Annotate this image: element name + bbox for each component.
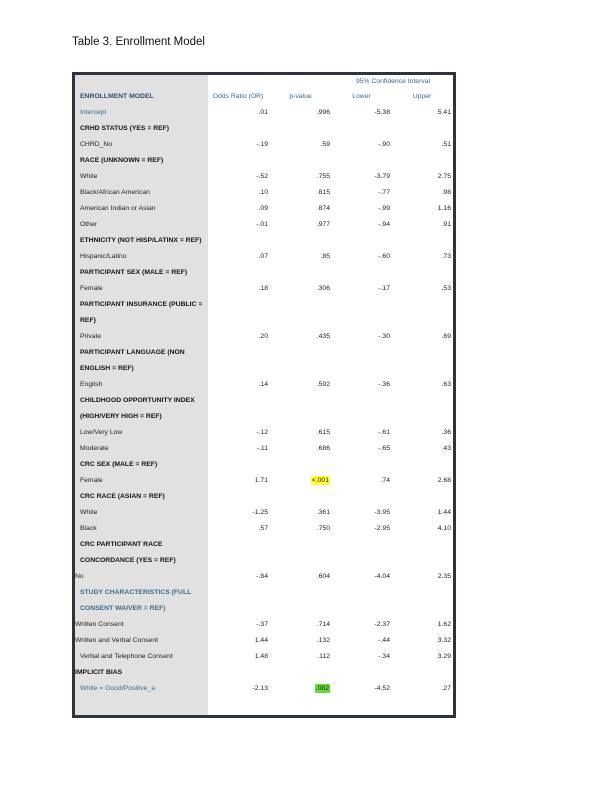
table-row	[75, 313, 453, 329]
ci-upper-cell-value: .36	[441, 429, 451, 436]
odds-ratio-cell-value: 1.44	[254, 637, 268, 644]
row-label: Female	[80, 285, 103, 292]
odds-ratio-cell-value: 1.71	[254, 477, 268, 484]
odds-ratio-cell-value: -.37	[256, 621, 268, 628]
row-label: Written and Verbal Consent	[75, 637, 158, 644]
category-label: CRC RACE (ASIAN = REF)	[80, 493, 165, 500]
odds-ratio-cell-value: -.11	[256, 445, 268, 452]
ci-upper-cell	[393, 505, 451, 521]
ci-upper-cell-value: 1.16	[437, 205, 451, 212]
table-row	[75, 649, 453, 665]
category-label: IMPLICIT BIAS	[75, 669, 123, 676]
table-row	[75, 201, 453, 217]
p-value-cell	[271, 201, 330, 217]
p-value-cell	[271, 681, 330, 697]
odds-ratio-cell-value: -.12	[256, 429, 268, 436]
ci-upper-cell	[393, 425, 451, 441]
odds-ratio-cell-value: -2.13	[252, 685, 268, 692]
ci-lower-cell	[333, 633, 390, 649]
odds-ratio-cell-value: -.01	[256, 221, 268, 228]
category-label: ENGLISH = REF)	[80, 365, 134, 372]
ci-upper-cell-value: .63	[441, 381, 451, 388]
p-value-cell-value: .604	[316, 573, 330, 580]
p-value-cell	[271, 169, 330, 185]
odds-ratio-cell	[208, 201, 268, 217]
ci-lower-cell	[333, 377, 390, 393]
p-value-header: p-value	[289, 93, 312, 100]
category-label: ETHNICITY (NOT HISP/LATINX = REF)	[80, 237, 202, 244]
ci-upper-cell-value: .27	[441, 685, 451, 692]
p-value-cell	[271, 137, 330, 153]
table-row	[75, 585, 453, 601]
p-value-cell-value: .686	[316, 445, 330, 452]
ci-lower-cell	[333, 425, 390, 441]
table-row	[75, 185, 453, 201]
p-value-cell-value: .755	[316, 173, 330, 180]
ci-lower-cell-value: -.65	[378, 445, 390, 452]
ci-lower-cell	[333, 649, 390, 665]
category-label: CRC SEX (MALE = REF)	[80, 461, 158, 468]
row-label: Intercept	[80, 109, 107, 116]
ci-upper-cell	[393, 281, 451, 297]
regression-table	[72, 72, 456, 718]
table-row	[75, 537, 453, 553]
row-label: English	[80, 381, 103, 388]
p-value-cell-value: <.001	[311, 477, 329, 484]
odds-ratio-cell-value: -1.25	[252, 509, 268, 516]
ci-upper-cell-value: .73	[441, 253, 451, 260]
ci-lower-cell-value: -4.04	[374, 573, 390, 580]
ci-upper-cell	[393, 185, 451, 201]
category-label: PARTICIPANT INSURANCE (PUBLIC =	[80, 301, 203, 308]
odds-ratio-cell-value: -.84	[256, 573, 268, 580]
row-label: Private	[80, 333, 102, 340]
ci-lower-cell	[333, 521, 390, 537]
table-row	[75, 249, 453, 265]
row-label: Female	[80, 477, 103, 484]
odds-ratio-cell	[208, 281, 268, 297]
ci-upper-cell	[393, 249, 451, 265]
row-label: Black/African American	[80, 189, 150, 196]
ci-lower-cell	[333, 185, 390, 201]
p-value-cell	[271, 377, 330, 393]
page-title: Table 3. Enrollment Model	[72, 36, 205, 48]
ci-lower-cell-value: -.99	[378, 205, 390, 212]
ci-upper-cell	[393, 521, 451, 537]
ci-upper-cell-value: .53	[441, 285, 451, 292]
ci-lower-cell-value: -4.52	[374, 685, 390, 692]
odds-ratio-cell	[208, 441, 268, 457]
lower-header: Lower	[352, 93, 371, 100]
category-label: PARTICIPANT SEX (MALE = REF)	[80, 269, 188, 276]
ci-upper-cell-value: 3.32	[437, 637, 451, 644]
row-label: White = Good/Positive_a	[80, 685, 155, 692]
ci-upper-cell	[393, 569, 451, 585]
ci-lower-cell	[333, 681, 390, 697]
ci-upper-cell	[393, 201, 451, 217]
ci-upper-cell-value: 2.68	[437, 477, 451, 484]
ci-upper-cell	[393, 633, 451, 649]
row-label: Hispanic/Latino	[80, 253, 127, 260]
category-label: CRC PARTICIPANT RACE	[80, 541, 163, 548]
ci-upper-cell-value: .91	[441, 221, 451, 228]
table-row	[75, 345, 453, 361]
p-value-cell-value: .112	[317, 653, 330, 660]
ci-upper-cell	[393, 329, 451, 345]
p-value-cell	[271, 185, 330, 201]
ci-lower-cell	[333, 249, 390, 265]
table-row	[75, 329, 453, 345]
model-header: ENROLLMENT MODEL	[80, 93, 154, 100]
odds-ratio-cell-value: .10	[258, 189, 268, 196]
odds-ratio-cell	[208, 633, 268, 649]
ci-lower-cell	[333, 281, 390, 297]
row-label: Moderate	[80, 445, 109, 452]
table-row	[75, 233, 453, 249]
table-row	[75, 665, 453, 681]
ci-upper-cell-value: .43	[441, 445, 451, 452]
ci-lower-cell	[333, 105, 390, 121]
ci-lower-cell-value: -.61	[378, 429, 390, 436]
p-value-cell-value: .615	[316, 429, 330, 436]
odds-ratio-cell	[208, 169, 268, 185]
ci-upper-cell-value: 4.10	[437, 525, 451, 532]
table-row	[75, 137, 453, 153]
odds-ratio-cell	[208, 473, 268, 489]
table-body	[75, 75, 453, 697]
ci-lower-cell	[333, 473, 390, 489]
p-value-cell-value: .361	[316, 509, 330, 516]
odds-ratio-cell-value: 1.48	[254, 653, 268, 660]
table-row	[75, 617, 453, 633]
ci-header: 95% Confidence Interval	[355, 78, 431, 85]
ci-upper-cell	[393, 441, 451, 457]
table-row	[75, 521, 453, 537]
table-row	[75, 505, 453, 521]
p-value-cell	[271, 105, 330, 121]
row-label: White	[80, 509, 98, 516]
p-value-cell	[271, 217, 330, 233]
ci-lower-cell	[333, 201, 390, 217]
ci-lower-cell-value: -2.37	[374, 621, 390, 628]
ci-lower-cell-value: -.34	[378, 653, 390, 660]
odds-ratio-cell-value: -.19	[256, 141, 268, 148]
odds-ratio-cell-value: .57	[258, 525, 268, 532]
table-row	[75, 121, 453, 137]
odds-ratio-cell-value: .20	[258, 333, 268, 340]
ci-lower-cell-value: .74	[380, 477, 390, 484]
category-label: REF)	[80, 317, 96, 324]
ci-lower-cell-value: -.44	[378, 637, 390, 644]
odds-ratio-cell	[208, 681, 268, 697]
table-row	[75, 441, 453, 457]
odds-ratio-cell	[208, 329, 268, 345]
category-label: STUDY CHARACTERISTICS (FULL	[80, 589, 192, 596]
p-value-cell	[271, 617, 330, 633]
ci-lower-cell	[333, 569, 390, 585]
odds-ratio-cell	[208, 569, 268, 585]
category-label: RACE (UNKNOWN = REF)	[80, 157, 164, 164]
p-value-cell-value: .815	[316, 189, 330, 196]
odds-ratio-cell-value: .18	[258, 285, 268, 292]
ci-upper-cell	[393, 169, 451, 185]
ci-upper-cell	[393, 473, 451, 489]
odds-ratio-cell	[208, 185, 268, 201]
ci-lower-cell	[333, 169, 390, 185]
p-value-cell	[271, 569, 330, 585]
odds-ratio-cell	[208, 249, 268, 265]
ci-upper-cell-value: .98	[441, 189, 451, 196]
p-value-cell	[271, 505, 330, 521]
table-row	[75, 377, 453, 393]
row-label: Other	[80, 221, 97, 228]
category-label: CONCORDANCE (YES = REF)	[80, 557, 176, 564]
p-value-cell-value: .714	[316, 621, 330, 628]
odds-ratio-cell	[208, 137, 268, 153]
odds-ratio-cell	[208, 217, 268, 233]
odds-ratio-cell-value: .01	[258, 109, 268, 116]
ci-lower-cell-value: -5.38	[374, 109, 390, 116]
odds-ratio-cell-value: .07	[258, 253, 268, 260]
table-row	[75, 393, 453, 409]
or-header: Odds Ratio (OR)	[212, 93, 264, 100]
p-value-cell	[271, 521, 330, 537]
p-value-cell-value: .082	[315, 685, 329, 692]
ci-upper-cell-value: 3.29	[437, 653, 451, 660]
row-label: Verbal and Telephone Consent	[80, 653, 173, 660]
ci-lower-cell-value: -3.79	[374, 173, 390, 180]
row-label: American Indian or Asian	[80, 205, 156, 212]
p-value-cell-value: .750	[316, 525, 330, 532]
table-row	[75, 633, 453, 649]
ci-lower-cell-value: -2.95	[374, 525, 390, 532]
table-header-row	[75, 89, 453, 105]
category-label: CONSENT WAIVER = REF)	[80, 605, 166, 612]
odds-ratio-cell-value: .09	[258, 205, 268, 212]
odds-ratio-cell	[208, 617, 268, 633]
category-label: (HIGH/VERY HIGH = REF)	[80, 413, 162, 420]
p-value-cell	[271, 649, 330, 665]
table-row	[75, 105, 453, 121]
p-value-cell	[271, 633, 330, 649]
ci-upper-cell	[393, 649, 451, 665]
category-label: PARTICIPANT LANGUAGE (NON	[80, 349, 185, 356]
ci-upper-cell	[393, 681, 451, 697]
ci-lower-cell-value: -.17	[378, 285, 390, 292]
odds-ratio-cell-value: -.52	[256, 173, 268, 180]
table-row	[75, 297, 453, 313]
row-label: White	[80, 173, 98, 180]
table-row	[75, 153, 453, 169]
category-label: CHILDHOOD OPPORTUNITY INDEX	[80, 397, 195, 404]
table-row	[75, 457, 453, 473]
ci-upper-cell-value: .69	[441, 333, 451, 340]
odds-ratio-cell	[208, 377, 268, 393]
ci-lower-cell	[333, 329, 390, 345]
category-label: CRHD STATUS (YES = REF)	[80, 125, 170, 132]
odds-ratio-cell	[208, 649, 268, 665]
ci-lower-cell-value: -.90	[378, 141, 390, 148]
table-row	[75, 553, 453, 569]
ci-lower-cell	[333, 217, 390, 233]
table-row	[75, 601, 453, 617]
ci-lower-cell-value: -.30	[378, 333, 390, 340]
odds-ratio-cell-value: .14	[258, 381, 268, 388]
ci-upper-cell	[393, 217, 451, 233]
ci-upper-cell	[393, 105, 451, 121]
odds-ratio-cell	[208, 521, 268, 537]
ci-upper-cell	[393, 137, 451, 153]
row-label: No	[75, 573, 84, 580]
ci-upper-cell-value: 2.35	[437, 573, 451, 580]
ci-upper-cell-value: .51	[441, 141, 451, 148]
table-header-row-ci	[75, 75, 453, 89]
ci-lower-cell-value: -.36	[378, 381, 390, 388]
table-row	[75, 681, 453, 697]
row-label: Written Consent	[75, 621, 124, 628]
table-row	[75, 409, 453, 425]
table-row	[75, 217, 453, 233]
table-row	[75, 473, 453, 489]
p-value-cell	[271, 425, 330, 441]
ci-lower-cell-value: -3.95	[374, 509, 390, 516]
row-label: CHRD_No	[80, 141, 113, 148]
ci-upper-cell	[393, 617, 451, 633]
ci-upper-cell-value: 1.44	[437, 509, 451, 516]
table-row	[75, 489, 453, 505]
p-value-cell-value: .132	[316, 637, 330, 644]
p-value-cell-value: .592	[316, 381, 330, 388]
row-label: Black	[80, 525, 97, 532]
p-value-cell-value: .85	[320, 253, 330, 260]
ci-upper-cell-value: 2.75	[437, 173, 451, 180]
p-value-cell-value: .977	[316, 221, 330, 228]
p-value-cell-value: .306	[316, 285, 330, 292]
p-value-cell	[271, 329, 330, 345]
ci-lower-cell-value: -.77	[378, 189, 390, 196]
table-row	[75, 361, 453, 377]
p-value-cell-value: .59	[320, 141, 330, 148]
p-value-cell	[271, 281, 330, 297]
p-value-cell	[271, 249, 330, 265]
p-value-cell-value: .435	[316, 333, 330, 340]
ci-upper-cell-value: 1.62	[437, 621, 451, 628]
odds-ratio-cell	[208, 505, 268, 521]
ci-lower-cell-value: -.60	[378, 253, 390, 260]
ci-lower-cell	[333, 617, 390, 633]
ci-lower-cell-value: -.94	[378, 221, 390, 228]
p-value-cell-value: .874	[316, 205, 330, 212]
odds-ratio-cell	[208, 105, 268, 121]
table-row	[75, 265, 453, 281]
table-row	[75, 169, 453, 185]
odds-ratio-cell	[208, 425, 268, 441]
table-row	[75, 569, 453, 585]
ci-lower-cell	[333, 137, 390, 153]
p-value-cell	[271, 441, 330, 457]
upper-header: Upper	[412, 93, 432, 100]
ci-lower-cell	[333, 441, 390, 457]
ci-upper-cell-value: 5.41	[437, 109, 451, 116]
p-value-cell	[271, 473, 330, 489]
ci-lower-cell	[333, 505, 390, 521]
p-value-cell-value: .996	[316, 109, 330, 116]
table-row	[75, 281, 453, 297]
ci-upper-cell	[393, 377, 451, 393]
table-row	[75, 425, 453, 441]
row-label: Low/Very Low	[80, 429, 123, 436]
